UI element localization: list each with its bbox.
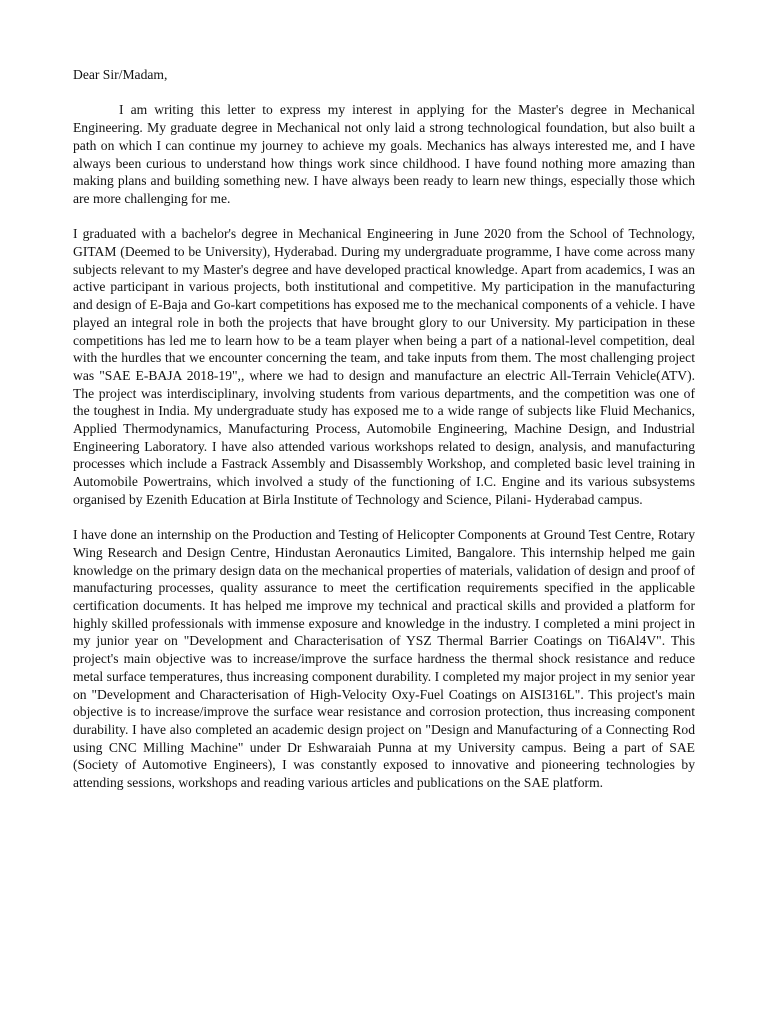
paragraph-education: I graduated with a bachelor's degree in Mechanical Engineering in June 2020 from the School of Technology, GITAM (Deemed to be University), Hyderabad. During my undergraduate programme, I have come across many subjects relevant to my Master's degree and have developed practical knowledge. Apart from academics, I was an active participant in various projects, both institutional and competitive. My participation in the manufacturing and design of E-Baja and Go-kart competitions has exposed me to the mechanical components of a vehicle. I have played an integral role in both the projects that have brought glory to our University. My participation in these competitions has led me to learn how to be a team player when being a part of a national-level competition, deal with the hurdles that we encounter concerning the team, and take inputs from them. The most challenging project was "SAE E-BAJA 2018-19",, where we had to design and manufacture an electric All-Terrain Vehicle(ATV). The project was interdisciplinary, involving students from various departments, and the competition was one of the toughest in India. My undergraduate study has exposed me to a wide range of subjects like Fluid Mechanics, Applied Thermodynamics, Manufacturing Process, Automobile Engineering, Machine Design, and Industrial Engineering Laboratory. I have also attended various workshops related to design, analysis, and manufacturing processes which include a Fastrack Assembly and Disassembly Workshop, and completed basic level training in Automobile Powertrains, which involved a study of the functioning of I.C. Engine and its various subsystems organised by Ezenith Education at Birla Institute of Technology and Science, Pilani- Hyderabad campus. xyxy=(73,226,695,507)
salutation: Dear Sir/Madam, xyxy=(73,67,168,82)
paragraph-introduction: I am writing this letter to express my interest in applying for the Master's degree in Mechanical Engineering. My graduate degree in Mechanical not only laid a strong technological foundation, but also built a path on which I can continue my journey to achieve my goals. Mechanics has always interested me, and I have always been curious to understand how things work since childhood. I have found nothing more amazing than making plans and building something new. I have always been ready to learn new things, especially those which are more challenging for me. xyxy=(73,102,695,206)
paragraph-internship: I have done an internship on the Production and Testing of Helicopter Components at Ground Test Centre, Rotary Wing Research and Design Centre, Hindustan Aeronautics Limited, Bangalore. This internship helped me gain knowledge on the primary design data on the mechanical properties of materials, validation of design and proof of manufacturing processes, quality assurance to meet the certification requirements specified in the applicable certification documents. It has helped me improve my technical and practical skills and provided a platform for highly skilled professionals with immense exposure and knowledge in the industry. I completed a mini project in my junior year on "Development and Characterisation of YSZ Thermal Barrier Coatings on Ti6Al4V". This project's main objective was to increase/improve the surface hardness the thermal shock resistance and reduce metal surface temperatures, thus increasing component durability. I completed my major project in my senior year on "Development and Characterisation of High-Velocity Oxy-Fuel Coatings on AISI316L". This project's main objective is to increase/improve the surface wear resistance and corrosion protection, thus increasing component durability. I have also completed an academic design project on "Design and Manufacturing of a Connecting Rod using CNC Milling Machine" under Dr Eshwaraiah Punna at my University campus. Being a part of SAE (Society of Automotive Engineers), I was constantly exposed to innovative and pioneering technologies by attending sessions, workshops and reading various articles and publications on the SAE platform. xyxy=(73,527,695,791)
letter-body xyxy=(73,66,695,809)
